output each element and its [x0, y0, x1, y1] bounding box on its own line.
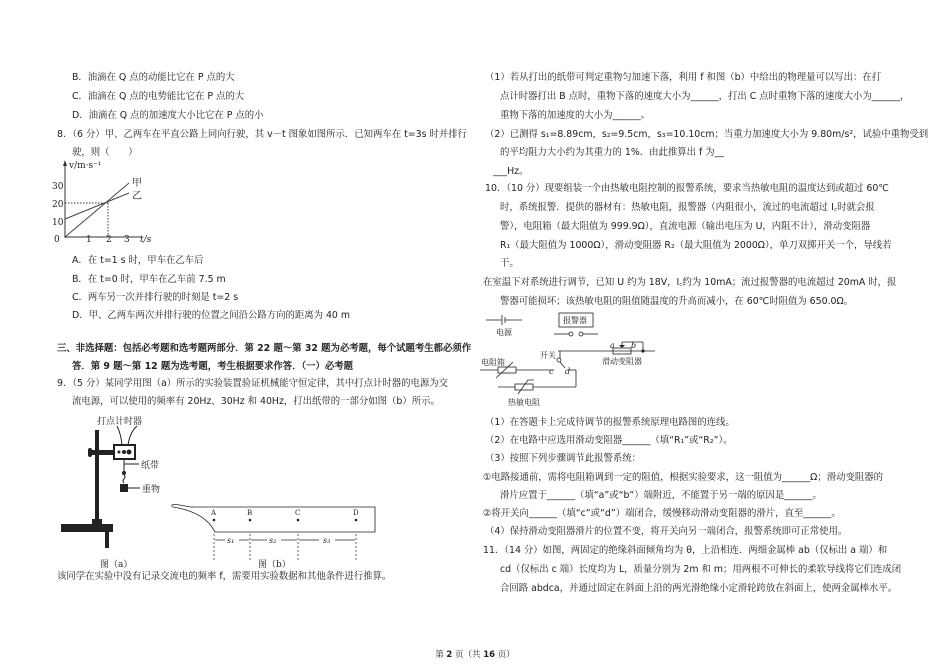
q9-note: 该同学在实验中没有记录交流电的频率 f，需要用实验数据和其他条件进行推算。: [57, 571, 392, 582]
footer-prefix: 第: [435, 650, 447, 660]
q10-part1: （1）在答题卡上完成待调节的报警系统原理电路图的连线。: [485, 417, 735, 428]
point-a-label: A: [211, 509, 217, 517]
figure-b-caption: 图（b）: [258, 560, 291, 570]
q9-figures: [55, 412, 475, 574]
terminal-a-label: a: [610, 341, 615, 350]
q8-option-d: D．甲、乙两车两次并排行驶的位置之间沿公路方向的距离为 40 m: [72, 310, 350, 321]
footer-page-number: 2: [446, 650, 453, 660]
q10-stem-line1: 10．（10 分）现要组装一个由热敏电阻控制的报警系统，要求当热敏电阻的温度达到或超过 60℃: [485, 183, 889, 194]
q10-stem-line3: 警），电阻箱（最大阻值为 999.9Ω），直流电源（输出电压为 U，内阻不计），滑动变阻器: [500, 221, 871, 232]
q10-stem-line4: R₁（最大阻值为 1000Ω），滑动变阻器 R₂（最大阻值为 2000Ω），单刀双掷开关一个，导线若: [500, 240, 892, 251]
q10-step2: ②将开关向______（填“c”或“d”）端闭合，缓慢移动滑动变阻器的滑片，直至______。: [483, 508, 841, 519]
q10-stem-line5: 干。: [500, 258, 519, 269]
page-footer: [0, 649, 950, 661]
resistor-box-label: 电阻箱: [481, 358, 505, 367]
q11-stem-line2: cd（仅标出 c 端）长度均为 L，质量分别为 2m 和 m；用两根不可伸长的柔软导线将它们连成闭: [500, 564, 902, 575]
point-c-label: C: [295, 509, 301, 517]
point-b-label: B: [247, 509, 253, 517]
y-tick-20: 20: [52, 200, 64, 210]
figure-b-paper-tape: [172, 505, 375, 571]
x-tick-3: 3: [124, 235, 130, 243]
y-tick-30: 30: [52, 182, 64, 192]
segment-s2-label: s₂: [269, 536, 277, 545]
series-yi-label: 乙: [132, 191, 142, 202]
tape-label: 纸带: [141, 461, 160, 471]
figure-a-caption: 图（a）: [100, 560, 133, 570]
source-label: 电源: [496, 328, 512, 337]
series-jia-label: 甲: [132, 178, 142, 189]
y-axis-arrow: [63, 160, 67, 166]
terminal-c-label: c: [549, 367, 554, 376]
alarm-label: 报警器: [563, 316, 587, 325]
q8-stem-line1: 8．（6 分）甲、乙两车在平直公路上同向行驶，其 v－t 图象如图所示．已知两车在 t=3s 时并排行: [57, 129, 467, 140]
section3-heading-line2: 答．第 9 题～第 12 题为选考题，考生根据要求作答．（一）必考题: [72, 361, 354, 372]
series-jia-line: [65, 183, 129, 237]
x-tick-1: 1: [86, 235, 92, 243]
q9-part2-line1: （2）已测得 s₁=8.89cm，s₂=9.5cm，s₃=10.10cm；当重力加速度大小为 9.80m/s²，试验中重物受到: [485, 129, 929, 140]
q10-step1-line1: ①电路接通前，需将电阻箱调到一定的阻值，根据实验要求，这一阻值为______Ω；滑动变阻器的: [483, 472, 883, 483]
weight-label: 重物: [142, 485, 161, 495]
q7-option-c: C．油滴在 Q 点的电势能比它在 P 点的大: [72, 91, 245, 102]
figure-a-apparatus: [61, 415, 160, 570]
q9-stem-line1: 9．（5 分）某同学用图（a）所示的实验装置验证机械能守恒定律，其中打点计时器的电源为交: [57, 378, 448, 389]
q10-stem-line2: 时，系统报警．提供的器材有：热敏电阻，报警器（内阻很小，流过的电流超过 I꜀时就会报: [500, 202, 875, 213]
rheostat-label: 滑动变阻器: [602, 357, 642, 366]
q11-stem-line3: 合回路 abdca，并通过固定在斜面上沿的两光滑绝缘小定滑轮跨放在斜面上，使两金属棒水平。: [500, 583, 898, 594]
q9-part1-line2: 点计时器打出 B 点时，重物下落的速度大小为______，打出 C 点时重物下落的速度大小为______，: [500, 91, 910, 102]
q8-option-a: A．在 t=1 s 时，甲车在乙车后: [72, 255, 204, 266]
timer-label: 打点计时器: [97, 417, 143, 427]
q7-option-d: D．油滴在 Q 点的加速度大小比它在 P 点的小: [72, 110, 264, 121]
q11-stem-line1: 11．（14 分）如图，两固定的绝缘斜面倾角均为 θ，上沿相连．两细金属棒 ab（仅标出 a 端）和: [483, 545, 888, 556]
footer-suffix: 页）: [495, 650, 515, 660]
terminal-b-label: b: [631, 341, 637, 350]
series-yi-line: [65, 193, 129, 219]
footer-total-pages: 16: [483, 650, 496, 660]
q10-part3: （3）按照下列步骤调节此报警系统：: [485, 453, 641, 464]
y-axis-label: v/m·s⁻¹: [69, 161, 102, 171]
section3-heading-line1: 三、非选择题：包括必考题和选考题两部分．第 22 题～第 32 题为必考题，每个试题考生都必须作: [57, 343, 472, 354]
thermistor-label: 热敏电阻: [508, 398, 540, 407]
q7-option-b: B．油滴在 Q 点的动能比它在 P 点的大: [72, 72, 235, 83]
terminal-d-label: d: [565, 367, 571, 376]
switch-label: 开关: [540, 351, 556, 360]
origin-label: 0: [54, 235, 60, 243]
y-tick-10: 10: [52, 218, 64, 228]
point-d-label: D: [353, 509, 359, 517]
segment-s3-label: s₃: [323, 536, 331, 545]
q9-part2-line3: ___Hz。: [493, 166, 529, 177]
q9-stem-line2: 流电源，可以使用的频率有 20Hz、30Hz 和 40Hz，打出纸带的一部分如图（b）所示。: [72, 396, 440, 407]
x-tick-2: 2: [106, 235, 112, 243]
q8-stem-line2: 驶，则（ ）: [72, 147, 138, 158]
q10-step1-line2: 滑片应置于______（填“a”或“b”）端附近，不能置于另一端的原因是______。: [500, 490, 822, 501]
q8-vt-graph: [52, 158, 162, 243]
q9-part1-line1: （1）若从打出的纸带可判定重物匀加速下落，利用 f 和图（b）中给出的物理量可以写出：在打: [485, 72, 882, 83]
q8-option-c: C．两车另一次并排行驶的时刻是 t=2 s: [72, 292, 239, 303]
x-axis-label: t/s: [140, 235, 152, 243]
footer-mid: 页（共: [452, 650, 484, 660]
q10-stem-line7: 警器可能损坏；该热敏电阻的阻值随温度的升高而减小，在 60℃时阻值为 650.0Ω。: [500, 296, 854, 307]
q10-part4: （4）保持滑动变阻器滑片的位置不变，将开关向另一端闭合，报警系统即可正常使用。: [485, 526, 848, 537]
q9-part1-line3: 重物下落的加速度的大小为______。: [500, 110, 651, 121]
q10-part2: （2）在电路中应选用滑动变阻器______（填“R₁”或“R₂”）。: [485, 435, 733, 446]
segment-s1-label: s₁: [227, 536, 235, 545]
q10-circuit-diagram: [480, 308, 680, 413]
q10-stem-line6: 在室温下对系统进行调节，已知 U 约为 18V，I꜀约为 10mA；流过报警器的电流超过 20mA 时，报: [483, 277, 897, 288]
q9-part2-line2: 的平均阻力大小约为其重力的 1%．由此推算出 f 为__: [500, 147, 724, 158]
q8-option-b: B．在 t=0 时，甲车在乙车前 7.5 m: [72, 274, 226, 285]
